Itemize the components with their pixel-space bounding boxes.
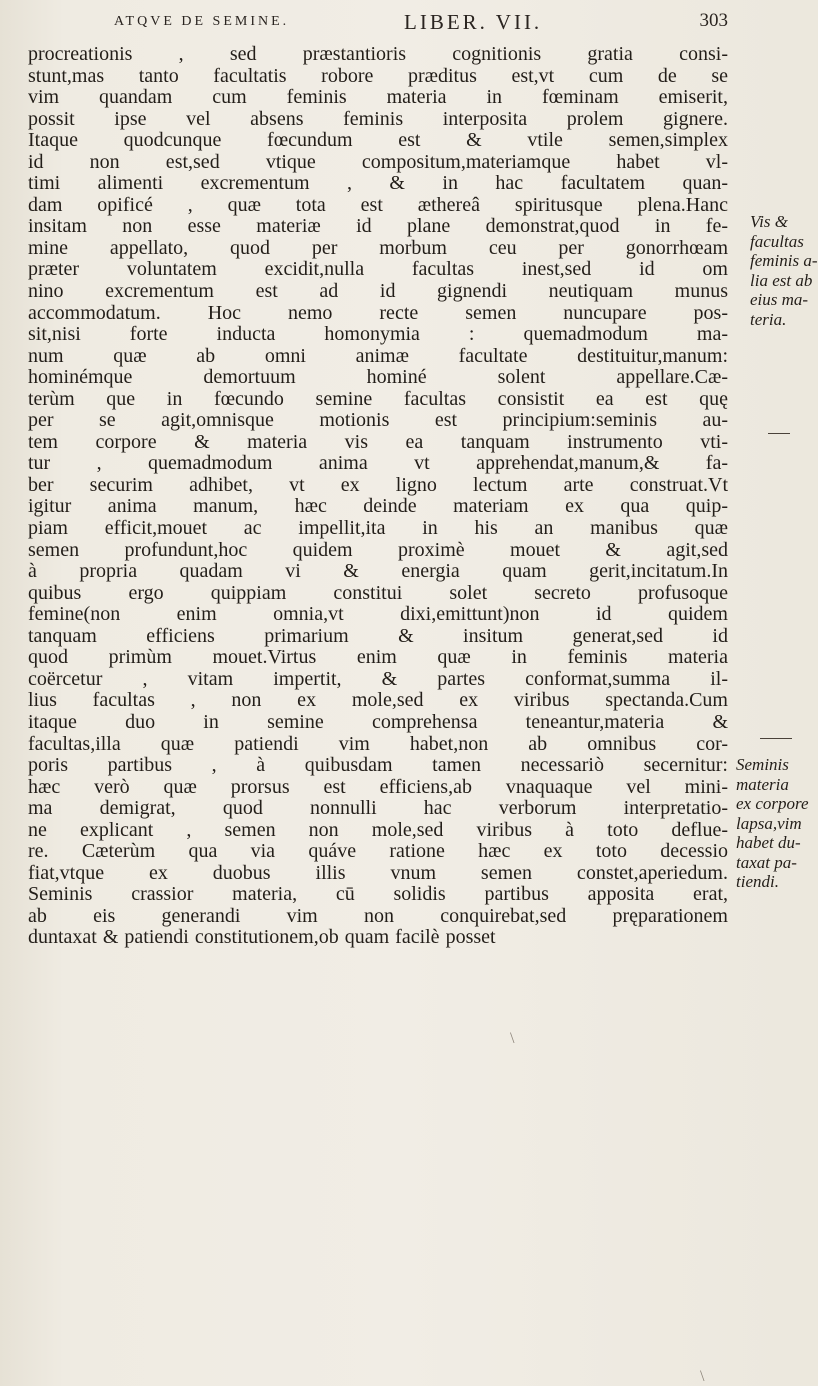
marginal-note-line: eius ma-: [750, 290, 809, 309]
page-number: 303: [699, 10, 728, 31]
text-line: ber securim adhibet, vt ex ligno lectum arte construat.Vt: [28, 473, 728, 496]
text-line: hominémque demortuum hominé solent appellare.Cæ-: [28, 366, 728, 389]
text-line: coërcetur , vitam impertit, & partes conformat,summa il-: [28, 667, 728, 690]
text-line: piam efficit,mouet ac impellit,ita in his an manibus quæ: [28, 517, 728, 540]
text-line: tem corpore & materia vis ea tanquam instrumento vti-: [28, 430, 728, 453]
text-line: ne explicant , semen non mole,sed viribus à toto deflue-: [28, 818, 728, 841]
body-text: [28, 44, 728, 949]
text-line: mine appellato, quod per morbum ceu per gonorrhœam: [28, 236, 728, 259]
text-line: terùm que in fœcundo semine facultas consistit ea est quę: [28, 387, 728, 410]
text-line: nino excrementum est ad id gignendi neutiquam munus: [28, 280, 728, 303]
text-line: quibus ergo quippiam constitui solet secreto profusoque: [28, 581, 728, 604]
marginal-note-line: teria.: [750, 309, 787, 329]
marginal-note-line: lia est ab: [750, 270, 813, 290]
text-line: facultas,illa quæ patiendi vim habet,non ab omnibus cor-: [28, 732, 728, 755]
text-line: per se agit,omnisque motionis est principium:seminis au-: [28, 409, 728, 432]
text-line: præter voluntatem excidit,nulla facultas inest,sed id om: [28, 258, 728, 281]
text-line: à propria quadam vi & energia quam gerit,incitatum.In: [28, 560, 728, 583]
text-line: accommodatum. Hoc nemo recte semen nuncupare pos-: [28, 301, 728, 324]
text-line: igitur anima manum, hæc deinde materiam ex qua quip-: [28, 495, 728, 518]
text-line: poris partibus , à quibusdam tamen necessariò secernitur:: [28, 754, 728, 777]
text-line: quod primùm mouet.Virtus enim quæ in feminis materia: [28, 646, 728, 669]
marginal-note-line: tiendi.: [736, 872, 779, 891]
text-line: tanquam efficiens primarium & insitum generat,sed id: [28, 624, 728, 647]
running-head-book: LIBER. VII.: [404, 10, 543, 34]
margin-dash: [768, 433, 790, 434]
marginal-note-line: Seminis: [736, 755, 789, 774]
running-head: [114, 10, 728, 36]
text-line: possit ipse vel absens feminis interposita prolem gignere.: [28, 107, 728, 130]
marginal-note-line: taxat pa-: [736, 852, 797, 872]
text-line: itaque duo in semine comprehensa teneantur,materia &: [28, 710, 728, 733]
text-line: stunt,mas tanto facultatis robore præditus est,vt cum de se: [28, 64, 728, 87]
text-line: Itaque quodcunque fœcundum est & vtile semen,simplex: [28, 129, 728, 152]
marginal-note: [736, 755, 809, 892]
text-line: duntaxat & patiendi constitutionem,ob quam facilè posset: [28, 926, 496, 949]
stray-mark: \: [700, 1368, 705, 1385]
stray-mark: \: [510, 1030, 515, 1047]
marginal-note-line: ex corpore: [736, 794, 809, 813]
marginal-note-line: facultas: [750, 231, 804, 251]
text-line: fiat,vtque ex duobus illis vnum semen constet,aperiedum.: [28, 861, 728, 884]
text-line: num quæ ab omni animæ facultate destituitur,manum:: [28, 344, 728, 367]
text-line: timi alimenti excrementum , & in hac facultatem quan-: [28, 172, 728, 195]
text-line: semen profundunt,hoc quidem proximè mouet & agit,sed: [28, 538, 728, 561]
text-line: hæc verò quæ prorsus est efficiens,ab vnaquaque vel mini-: [28, 775, 728, 798]
text-line: vim quandam cum feminis materia in fœminam emiserit,: [28, 86, 728, 109]
margin-dash: [760, 738, 792, 739]
text-line: tur , quemadmodum anima vt apprehendat,manum,& fa-: [28, 452, 728, 475]
marginal-note-line: feminis a-: [750, 251, 818, 270]
marginal-note-line: lapsa,vim: [736, 813, 802, 833]
text-line: Seminis crassior materia, cū solidis partibus apposita erat,: [28, 883, 728, 906]
running-head-title: ATQVE DE SEMINE.: [114, 14, 290, 29]
text-line: femine(non enim omnia,vt dixi,emittunt)non id quidem: [28, 603, 728, 626]
text-line: id non est,sed vtique compositum,materiamque habet vl-: [28, 150, 728, 173]
marginal-note: [750, 212, 818, 329]
text-line: re. Cæterùm qua via quáve ratione hæc ex toto decessio: [28, 840, 728, 863]
marginal-note-line: materia: [736, 774, 789, 794]
marginal-note-line: habet du-: [736, 833, 801, 852]
text-line: dam opificé , quæ tota est æthereâ spiritusque plena.Hanc: [28, 193, 728, 216]
text-line: sit,nisi forte inducta homonymia : quemadmodum ma-: [28, 323, 728, 346]
marginal-note-line: Vis &: [750, 212, 788, 231]
text-line: insitam non esse materiæ id plane demonstrat,quod in fe-: [28, 215, 728, 238]
text-line: ma demigrat, quod nonnulli hac verborum interpretatio-: [28, 797, 728, 820]
text-line: procreationis , sed præstantioris cognitionis gratia consi-: [28, 43, 728, 65]
text-line: ab eis generandi vim non conquirebat,sed pręparationem: [28, 904, 728, 927]
text-line: lius facultas , non ex mole,sed ex viribus spectanda.Cum: [28, 689, 728, 712]
